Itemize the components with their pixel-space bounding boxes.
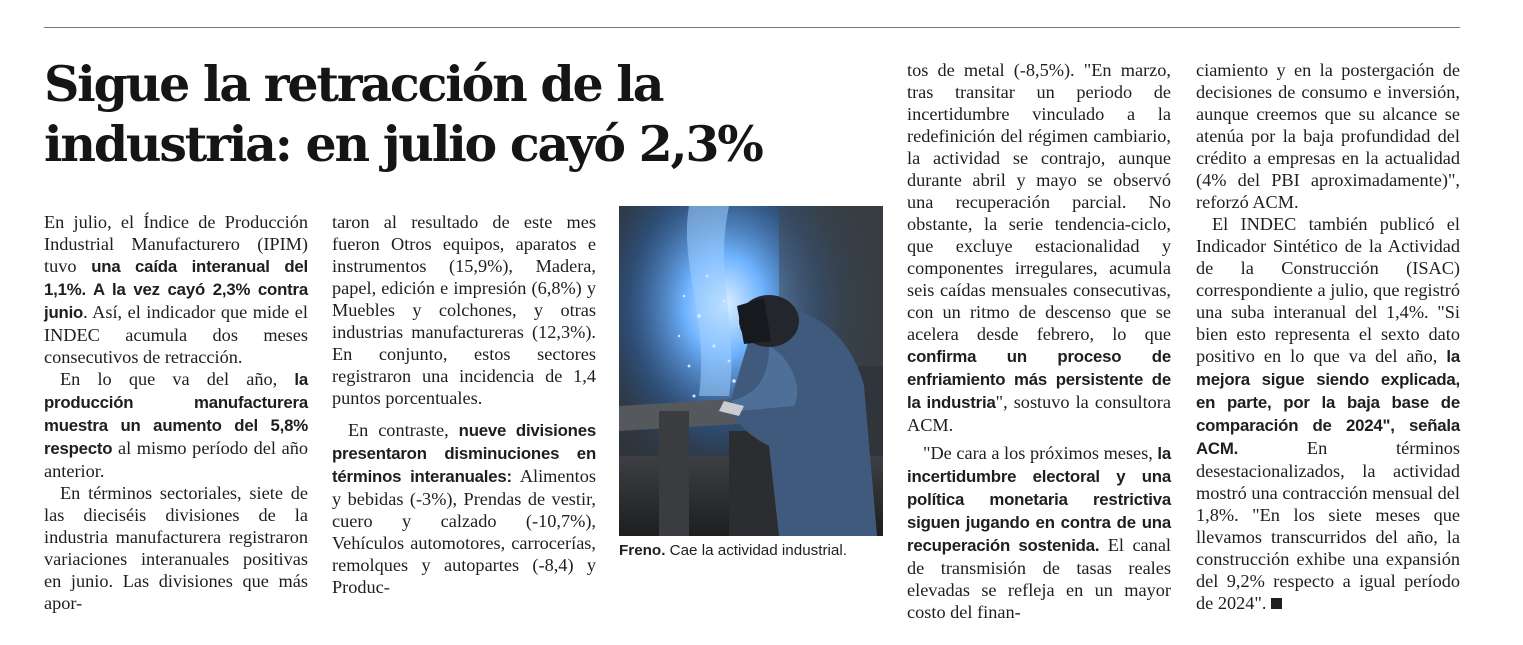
- photo-caption: [619, 541, 889, 561]
- paragraph: ciamiento y en la postergación de decisiones de consumo e inversión, aunque creemos que su alcance se atenúa por la baja profundidad del crédito a empresas en la actualidad (4% del PBI aproximadamente)", reforzó ACM.: [1196, 60, 1460, 212]
- paragraph: En lo que va del año, la producción manufacturera muestra un aumento del 5,8% respecto al mismo período del año anterior.: [44, 369, 308, 481]
- paragraph: El INDEC también publicó el Indicador Sintético de la Actividad de la Construcción (ISAC) correspondiente a julio, que registró una suba interanual del 1,4%. "Si bien esto representa el sexto dato positivo en lo que va del año, la mejora sigue siendo explicada, en parte, por la baja base de comparación de 2024", señala ACM. En términos desestacionalizados, la actividad mostró una contracción mensual del 1,8%. "En los siete meses que llevamos transcurridos del año, la construcción exhibe una expansión del 9,2% respecto a igual período de 2024".: [1196, 214, 1460, 613]
- caption-bold: Freno.: [619, 542, 666, 559]
- top-rule: [44, 27, 1460, 28]
- end-of-article-icon: [1271, 598, 1282, 609]
- article-column-3: [907, 59, 1171, 623]
- welder-photo: [619, 206, 883, 536]
- paragraph: En contraste, nueve divisiones presentaron disminuciones en términos interanuales: Alimentos y bebidas (-3%), Prendas de vestir, cuero y calzado (-10,7%), Vehículos automotores, carrocerías, remolques y autopartes (-8,4) y Produc-: [332, 420, 596, 597]
- paragraph: "De cara a los próximos meses, la incertidumbre electoral y una política monetaria restrictiva siguen jugando en contra de una recuperación sostenida. El canal de transmisión de tasas reales elevadas se refleja en un mayor costo del finan-: [907, 443, 1172, 622]
- headline: Sigue la retracción de la industria: en julio cayó 2,3%: [44, 55, 762, 173]
- paragraph: En julio, el Índice de Producción Industrial Manufacturero (IPIM) tuvo una caída interanual del 1,1%. A la vez cayó 2,3% contra junio. Así, el indicador que mide el INDEC acumula dos meses consecutivos de retracción.: [44, 212, 309, 367]
- article-column-1: [44, 211, 308, 614]
- article-column-2: [332, 211, 596, 598]
- paragraph: taron al resultado de este mes fueron Otros equipos, aparatos e instrumentos (15,9%), Madera, papel, edición e impresión (6,8%) y Muebles y colchones, y otras industrias manufactureras (12,3%). En conjunto, estos sectores registraron una incidencia de 1,4 puntos porcentuales.: [332, 212, 596, 408]
- caption-text: Cae la actividad industrial.: [665, 542, 847, 559]
- welder-illustration: [619, 206, 883, 536]
- article-column-4: [1196, 59, 1460, 614]
- paragraph: tos de metal (-8,5%). "En marzo, tras transitar un periodo de incertidumbre vinculado a la redefinición del régimen cambiario, la actividad se contrajo, aunque durante abril y mayo se observó una recuperación parcial. No obstante, la serie tendencia-ciclo, que excluye estacionalidad y componentes irregulares, acumula seis caídas mensuales consecutivas, con un ritmo de descenso que se acelera desde febrero, lo que confirma un proceso de enfriamiento más persistente de la industria", sostuvo la consultora ACM.: [907, 60, 1171, 435]
- paragraph: En términos sectoriales, siete de las dieciséis divisiones de la industria manufacturera registraron variaciones interanuales positivas en junio. Las divisiones que más apor-: [44, 483, 308, 613]
